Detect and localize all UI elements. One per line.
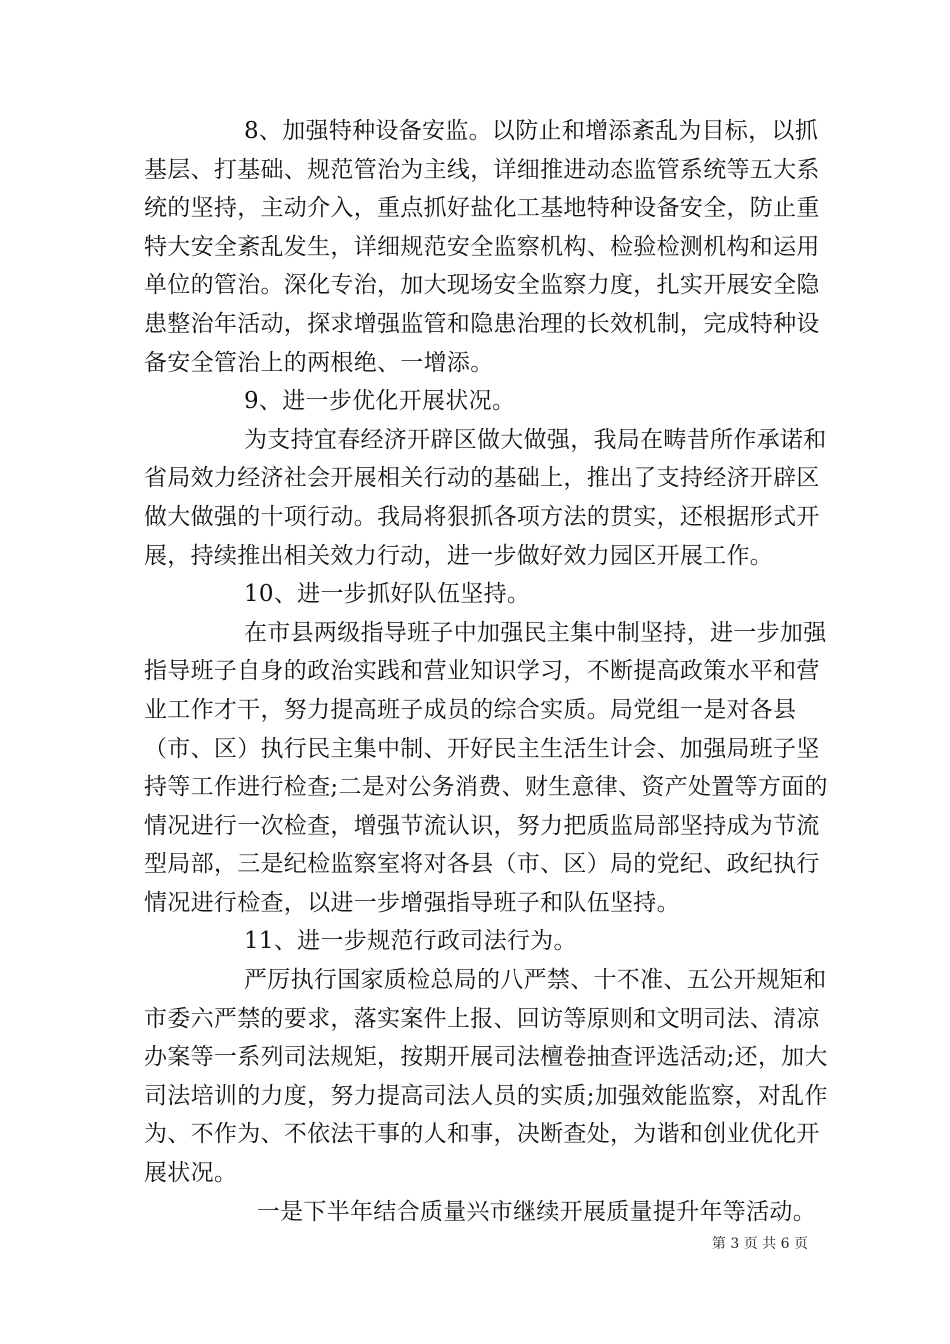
text-line: 省局效力经济社会开展相关行动的基础上，推出了支持经济开辟区	[144, 465, 820, 492]
text-line: 在市县两级指导班子中加强民主集中制坚持，进一步加强	[244, 619, 827, 646]
text-line: 业工作才干，努力提高班子成员的综合实质。局党组一是对各县	[144, 696, 797, 723]
text-line: 8、加强特种设备安监。以防止和增添紊乱为目标，以抓	[244, 118, 819, 144]
text-line: 情况进行检查，以进一步增强指导班子和队伍坚持。	[144, 889, 680, 916]
text-line: 备安全管治上的两根绝、一增添。	[144, 349, 494, 376]
text-line: 展状况。	[144, 1160, 238, 1187]
text-line: 一是下半年结合质量兴市继续开展质量提升年等活动。	[256, 1198, 816, 1225]
section-heading: 9、进一步优化开展状况。	[244, 388, 516, 415]
text-line: 单位的管治。深化专治，加大现场安全监察力度，扎实开展安全隐	[144, 272, 820, 299]
text-line: （市、区）执行民主集中制、开好民主生活生计会、加强局班子坚	[144, 735, 820, 762]
page-number: 第 3 页 共 6 页	[711, 1236, 808, 1252]
section-heading: 10、进一步抓好队伍坚持。	[244, 581, 531, 608]
text-line: 为、不作为、不依法干事的人和事，决断查处，为谐和创业优化开	[144, 1121, 820, 1148]
text-line: 严厉执行国家质检总局的八严禁、十不准、五公开规矩和	[244, 967, 827, 994]
text-line: 统的坚持，主动介入，重点抓好盐化工基地特种设备安全，防止重	[144, 195, 820, 222]
text-line: 型局部，三是纪检监察室将对各县（市、区）局的党纪、政纪执行	[144, 851, 820, 878]
text-line: 市委六严禁的要求，落实案件上报、回访等原则和文明司法、清凉	[144, 1005, 820, 1032]
text-line: 基层、打基础、规范管治为主线，详细推进动态监管系统等五大系	[144, 156, 820, 183]
text-line: 办案等一系列司法规矩，按期开展司法檀卷抽查评选活动;还，加大	[144, 1044, 828, 1071]
text-line: 特大安全紊乱发生，详细规范安全监察机构、检验检测机构和运用	[144, 233, 820, 260]
text-line: 情况进行一次检查，增强节流认识，努力把质监局部坚持成为节流	[144, 812, 820, 839]
text-line: 持等工作进行检查;二是对公务消费、财生意律、资产处置等方面的	[144, 774, 828, 801]
text-line: 患整治年活动，探求增强监管和隐患治理的长效机制，完成特种设	[144, 310, 820, 337]
text-line: 展，持续推出相关效力行动，进一步做好效力园区开展工作。	[144, 542, 774, 569]
text-line: 为支持宜春经济开辟区做大做强，我局在畴昔所作承诺和	[244, 426, 827, 453]
text-line: 做大做强的十项行动。我局将狠抓各项方法的贯实，还根据形式开	[144, 503, 820, 530]
section-heading: 11、进一步规范行政司法行为。	[244, 928, 577, 955]
body-text	[144, 112, 828, 1231]
text-line: 指导班子自身的政治实践和营业知识学习，不断提高政策水平和营	[144, 658, 820, 685]
text-line: 司法培训的力度，努力提高司法人员的实质;加强效能监察，对乱作	[144, 1082, 828, 1109]
